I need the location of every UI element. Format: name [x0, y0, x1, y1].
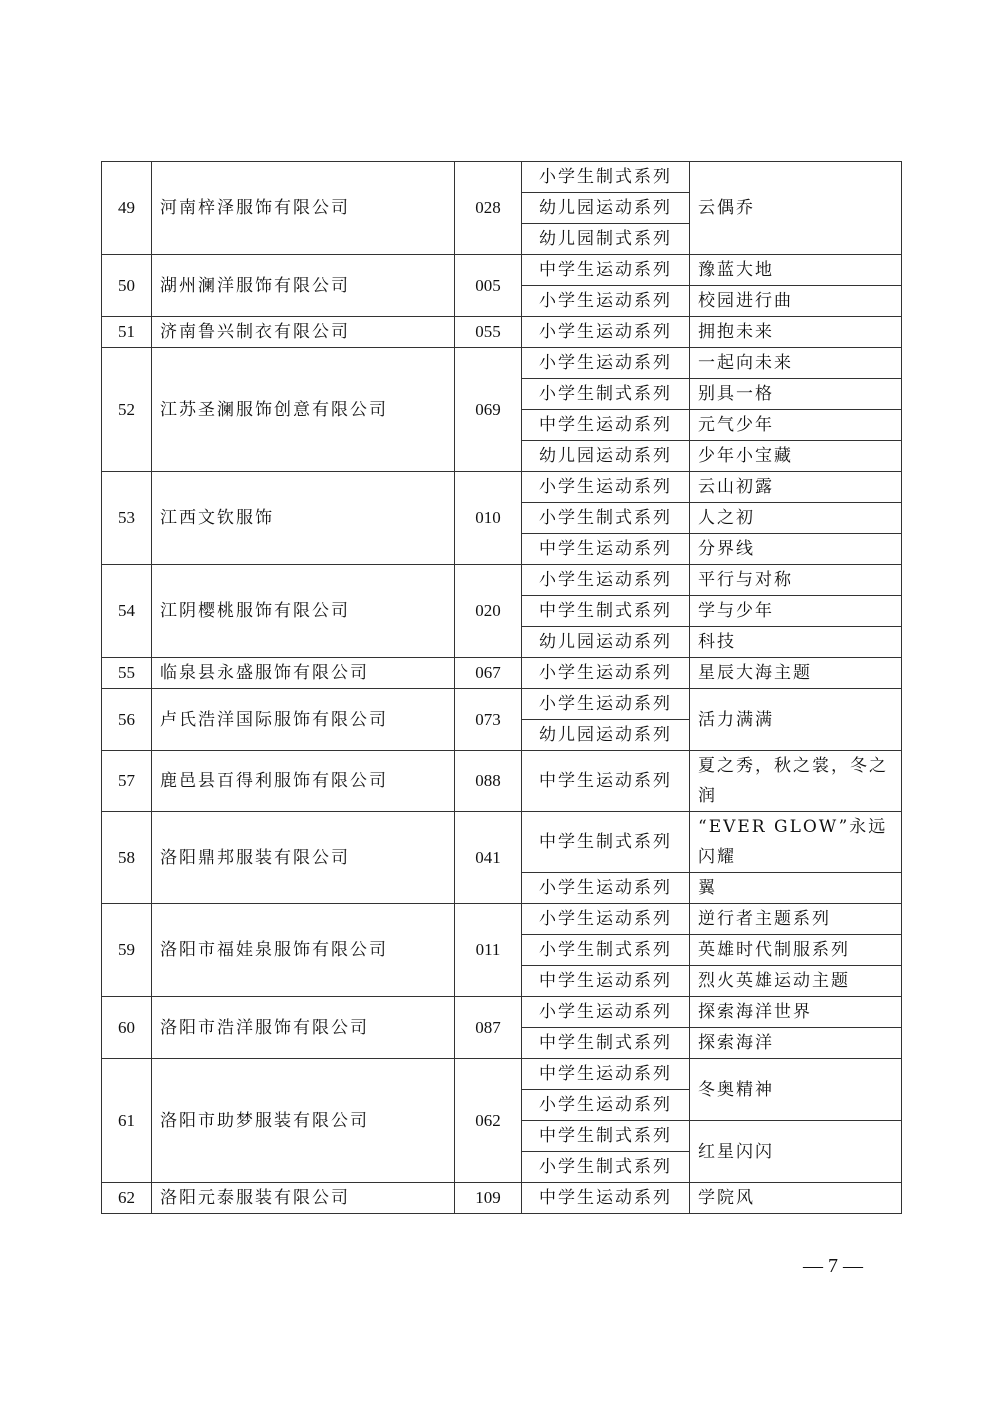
series-type: 中学生运动系列 [522, 1059, 690, 1090]
series-type: 小学生运动系列 [522, 565, 690, 596]
entry-code: 073 [455, 689, 522, 751]
design-name: 红星闪闪 [690, 1121, 902, 1183]
company-name: 鹿邑县百得利服饰有限公司 [152, 751, 455, 812]
design-name: 校园进行曲 [690, 286, 902, 317]
row-number: 53 [102, 472, 152, 565]
row-number: 55 [102, 658, 152, 689]
results-table [101, 161, 902, 1214]
series-type: 小学生运动系列 [522, 1090, 690, 1121]
table-row [102, 348, 902, 379]
series-type: 幼儿园运动系列 [522, 441, 690, 472]
series-type: 小学生制式系列 [522, 162, 690, 193]
row-number: 54 [102, 565, 152, 658]
company-name: 临泉县永盛服饰有限公司 [152, 658, 455, 689]
table-row [102, 317, 902, 348]
row-number: 57 [102, 751, 152, 812]
row-number: 56 [102, 689, 152, 751]
table-row [102, 658, 902, 689]
row-number: 52 [102, 348, 152, 472]
series-type: 中学生运动系列 [522, 966, 690, 997]
series-type: 小学生运动系列 [522, 317, 690, 348]
entry-code: 028 [455, 162, 522, 255]
series-type: 中学生运动系列 [522, 1183, 690, 1214]
row-number: 50 [102, 255, 152, 317]
page-number: — 7 — [803, 1255, 863, 1277]
company-name: 江西文钦服饰 [152, 472, 455, 565]
series-type: 小学生运动系列 [522, 997, 690, 1028]
company-name: 洛阳市福娃泉服饰有限公司 [152, 904, 455, 997]
company-name: 洛阳市浩洋服饰有限公司 [152, 997, 455, 1059]
design-name: 翼 [690, 873, 902, 904]
design-name: 分界线 [690, 534, 902, 565]
entry-code: 041 [455, 812, 522, 904]
table-row [102, 162, 902, 193]
design-name: 烈火英雄运动主题 [690, 966, 902, 997]
design-name: 学与少年 [690, 596, 902, 627]
entry-code: 062 [455, 1059, 522, 1183]
row-number: 61 [102, 1059, 152, 1183]
design-name: 活力满满 [690, 689, 902, 751]
series-type: 小学生运动系列 [522, 873, 690, 904]
entry-code: 109 [455, 1183, 522, 1214]
series-type: 小学生运动系列 [522, 904, 690, 935]
series-type: 小学生运动系列 [522, 689, 690, 720]
design-name: 少年小宝藏 [690, 441, 902, 472]
entry-code: 067 [455, 658, 522, 689]
series-type: 中学生制式系列 [522, 1121, 690, 1152]
design-name: 夏之秀，秋之裳，冬之润 [690, 751, 902, 812]
entry-code: 055 [455, 317, 522, 348]
table-row [102, 472, 902, 503]
table-row [102, 812, 902, 873]
table-row [102, 1059, 902, 1090]
entry-code: 010 [455, 472, 522, 565]
company-name: 江苏圣澜服饰创意有限公司 [152, 348, 455, 472]
series-type: 幼儿园制式系列 [522, 224, 690, 255]
entry-code: 069 [455, 348, 522, 472]
series-type: 中学生运动系列 [522, 751, 690, 812]
series-type: 小学生制式系列 [522, 503, 690, 534]
series-type: 小学生运动系列 [522, 472, 690, 503]
design-name: 云偶乔 [690, 162, 902, 255]
table-row [102, 904, 902, 935]
design-name: 云山初露 [690, 472, 902, 503]
design-name: 科技 [690, 627, 902, 658]
company-name: 济南鲁兴制衣有限公司 [152, 317, 455, 348]
table-body [102, 162, 902, 1214]
entry-code: 005 [455, 255, 522, 317]
row-number: 59 [102, 904, 152, 997]
design-name: 豫蓝大地 [690, 255, 902, 286]
series-type: 小学生制式系列 [522, 1152, 690, 1183]
series-type: 小学生制式系列 [522, 935, 690, 966]
design-name: 别具一格 [690, 379, 902, 410]
design-name: “EVER GLOW”永远闪耀 [690, 812, 902, 873]
series-type: 幼儿园运动系列 [522, 193, 690, 224]
series-type: 小学生运动系列 [522, 286, 690, 317]
company-name: 洛阳鼎邦服装有限公司 [152, 812, 455, 904]
design-name: 探索海洋 [690, 1028, 902, 1059]
table-row [102, 689, 902, 720]
design-name: 人之初 [690, 503, 902, 534]
row-number: 58 [102, 812, 152, 904]
design-name: 英雄时代制服系列 [690, 935, 902, 966]
series-type: 中学生运动系列 [522, 410, 690, 441]
company-name: 洛阳元泰服装有限公司 [152, 1183, 455, 1214]
design-name: 学院风 [690, 1183, 902, 1214]
design-name: 平行与对称 [690, 565, 902, 596]
company-name: 江阴樱桃服饰有限公司 [152, 565, 455, 658]
row-number: 60 [102, 997, 152, 1059]
company-name: 洛阳市助梦服装有限公司 [152, 1059, 455, 1183]
series-type: 幼儿园运动系列 [522, 720, 690, 751]
entry-code: 011 [455, 904, 522, 997]
entry-code: 020 [455, 565, 522, 658]
series-type: 小学生运动系列 [522, 658, 690, 689]
row-number: 62 [102, 1183, 152, 1214]
series-type: 中学生运动系列 [522, 534, 690, 565]
entry-code: 088 [455, 751, 522, 812]
table-row [102, 255, 902, 286]
row-number: 49 [102, 162, 152, 255]
design-name: 元气少年 [690, 410, 902, 441]
series-type: 小学生运动系列 [522, 348, 690, 379]
series-type: 中学生制式系列 [522, 1028, 690, 1059]
design-name: 探索海洋世界 [690, 997, 902, 1028]
design-name: 冬奥精神 [690, 1059, 902, 1121]
company-name: 卢氏浩洋国际服饰有限公司 [152, 689, 455, 751]
entry-code: 087 [455, 997, 522, 1059]
design-name: 逆行者主题系列 [690, 904, 902, 935]
design-name: 一起向未来 [690, 348, 902, 379]
series-type: 中学生运动系列 [522, 255, 690, 286]
table-row [102, 1183, 902, 1214]
table-row [102, 751, 902, 812]
design-name: 星辰大海主题 [690, 658, 902, 689]
series-type: 中学生制式系列 [522, 596, 690, 627]
series-type: 中学生制式系列 [522, 812, 690, 873]
row-number: 51 [102, 317, 152, 348]
series-type: 幼儿园运动系列 [522, 627, 690, 658]
company-name: 湖州澜洋服饰有限公司 [152, 255, 455, 317]
series-type: 小学生制式系列 [522, 379, 690, 410]
table-row [102, 997, 902, 1028]
design-name: 拥抱未来 [690, 317, 902, 348]
table-row [102, 565, 902, 596]
company-name: 河南梓泽服饰有限公司 [152, 162, 455, 255]
